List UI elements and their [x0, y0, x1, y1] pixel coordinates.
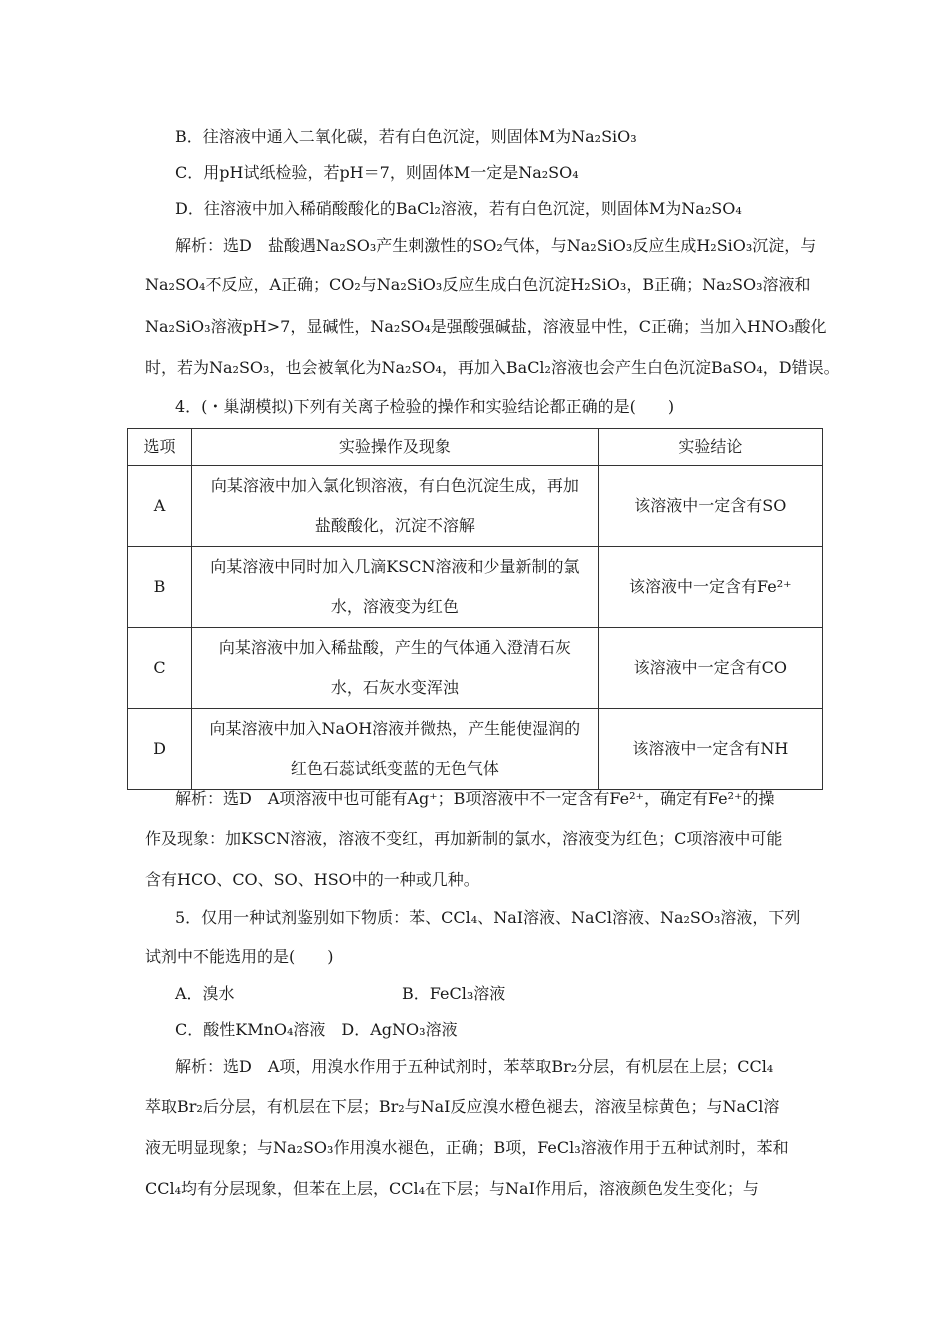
question-5-option-a: A．溴水: [175, 984, 235, 1003]
row-conclusion: 该溶液中一定含有CO: [598, 628, 822, 709]
row-option: B: [128, 547, 192, 628]
row-operation: [192, 547, 599, 628]
explanation-5-line-4: CCl₄均有分层现象，但苯在上层，CCl₄在下层；与NaI作用后，溶液颜色发生变化；与: [145, 1179, 759, 1198]
table-header-row: [128, 429, 823, 466]
explanation-3-line-1: 解析：选D 盐酸遇Na₂SO₃产生刺激性的SO₂气体，与Na₂SiO₃反应生成H₂SiO₃沉淀，与: [175, 236, 817, 255]
option-c-text: C．用pH试纸检验，若pH＝7，则固体M一定是Na₂SO₄: [175, 163, 579, 182]
row-conclusion: 该溶液中一定含有SO: [598, 466, 822, 547]
row-operation: [192, 709, 599, 790]
option-b-text: B．往溶液中通入二氧化碳，若有白色沉淀，则固体M为Na₂SiO₃: [175, 127, 637, 146]
table-row: [128, 466, 823, 547]
row-operation: [192, 628, 599, 709]
explanation-4-line-3: 含有HCO、CO、SO、HSO中的一种或几种。: [145, 870, 480, 889]
question-5-option-cd: C．酸性KMnO₄溶液 D．AgNO₃溶液: [175, 1020, 458, 1039]
header-option: 选项: [128, 429, 192, 466]
operation-line: 向某溶液中加入氯化钡溶液，有白色沉淀生成，再加: [210, 476, 579, 495]
table-row: [128, 628, 823, 709]
question-4: 4．(・巢湖模拟)下列有关离子检验的操作和实验结论都正确的是( ): [175, 397, 675, 416]
explanation-4-line-2: 作及现象：加KSCN溶液，溶液不变红，再加新制的氯水，溶液变为红色；C项溶液中可能: [145, 829, 783, 848]
header-conclusion: 实验结论: [598, 429, 822, 466]
row-option: C: [128, 628, 192, 709]
operation-line: 向某溶液中加入NaOH溶液并微热，产生能使湿润的: [209, 719, 581, 738]
operation-line: 向某溶液中同时加入几滴KSCN溶液和少量新制的氯: [210, 557, 580, 576]
explanation-5-line-3: 液无明显现象；与Na₂SO₃作用溴水褪色，正确；B项，FeCl₃溶液作用于五种试剂时，苯和: [145, 1138, 789, 1157]
operation-line: 红色石蕊试纸变蓝的无色气体: [290, 759, 499, 778]
table-row: [128, 547, 823, 628]
row-conclusion: 该溶液中一定含有NH: [598, 709, 822, 790]
explanation-4-line-1: 解析：选D A项溶液中也可能有Ag⁺；B项溶液中不一定含有Fe²⁺，确定有Fe²⁺的操: [175, 789, 775, 808]
question-5-line-2: 试剂中不能选用的是( ): [145, 947, 334, 966]
explanation-5-line-1: 解析：选D A项，用溴水作用于五种试剂时，苯萃取Br₂分层，有机层在上层；CCl₄: [175, 1057, 774, 1076]
operation-line: 盐酸酸化，沉淀不溶解: [314, 516, 475, 535]
row-conclusion: 该溶液中一定含有Fe²⁺: [598, 547, 822, 628]
table-row: [128, 709, 823, 790]
option-d-text: D．往溶液中加入稀硝酸酸化的BaCl₂溶液，若有白色沉淀，则固体M为Na₂SO₄: [175, 199, 742, 218]
ion-test-table: [127, 428, 823, 790]
operation-line: 水，石灰水变浑浊: [330, 678, 459, 697]
row-option: A: [128, 466, 192, 547]
operation-line: 水，溶液变为红色: [330, 597, 459, 616]
question-5-option-b: B．FeCl₃溶液: [402, 984, 506, 1003]
operation-line: 向某溶液中加入稀盐酸，产生的气体通入澄清石灰: [218, 638, 571, 657]
explanation-3-line-2: Na₂SO₄不反应，A正确；CO₂与Na₂SiO₃反应生成白色沉淀H₂SiO₃，B正确；Na₂SO₃溶液和: [145, 275, 811, 294]
question-5-line-1: 5．仅用一种试剂鉴别如下物质：苯、CCl₄、NaI溶液、NaCl溶液、Na₂SO₃溶液，下列: [175, 908, 801, 927]
row-operation: [192, 466, 599, 547]
header-operation: 实验操作及现象: [192, 429, 599, 466]
explanation-5-line-2: 萃取Br₂后分层，有机层在下层；Br₂与NaI反应溴水橙色褪去，溶液呈棕黄色；与NaCl溶: [145, 1097, 780, 1116]
explanation-3-line-4: 时，若为Na₂SO₃，也会被氧化为Na₂SO₄，再加入BaCl₂溶液也会产生白色沉淀BaSO₄，D错误。: [145, 358, 840, 377]
row-option: D: [128, 709, 192, 790]
explanation-3-line-3: Na₂SiO₃溶液pH>7，显碱性，Na₂SO₄是强酸强碱盐，溶液显中性，C正确；当加入HNO₃酸化: [145, 317, 827, 336]
